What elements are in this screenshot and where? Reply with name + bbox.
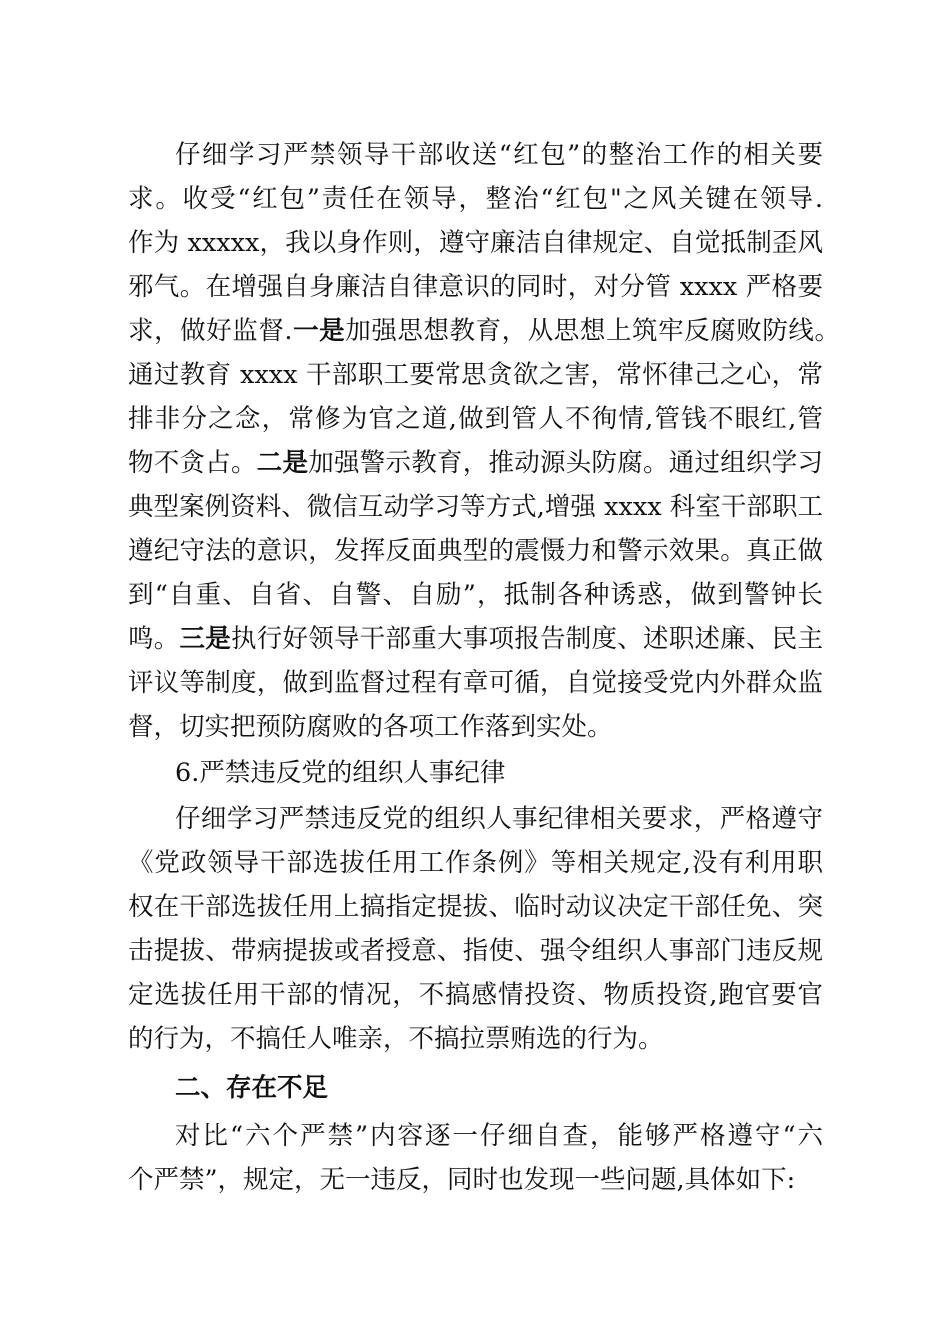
text-line: 定选拔任用干部的情况，不搞感情投资、物质投资,跑官要官	[128, 980, 823, 1010]
emphasis-third: 三是	[179, 624, 231, 654]
text-run: 求，做好监督.	[128, 316, 293, 346]
text-line: 的行为，不搞任人唯亲，不搞拉票贿选的行为。	[128, 1024, 664, 1054]
text-run: 加强警示教育，推动源头防腐。通过组织学习	[308, 448, 823, 478]
text-line: 求。收受“红包”责任在领导，整治“红包"之风关键在领导.	[128, 184, 823, 214]
section-heading-6: 6.严禁违反党的组织人事纪律	[175, 758, 506, 788]
text-line: 评议等制度，做到监督过程有章可循，自觉接受党内外群众监	[128, 668, 823, 698]
text-line	[128, 441, 823, 485]
section-heading-deficiencies: 二、存在不足	[175, 1073, 329, 1103]
text-run: 执行好领导干部重大事项报告制度、述职述廉、民主	[231, 624, 823, 654]
text-run: 加强思想教育，从思想上筑牢反腐败防线。	[345, 316, 840, 346]
text-run: 物不贪占。	[128, 448, 257, 478]
text-line: 遵纪守法的意识，发挥反面典型的震慑力和警示效果。真正做	[128, 536, 823, 566]
text-line: 仔细学习严禁违反党的组织人事纪律相关要求，严格遵守	[175, 804, 823, 834]
text-run: 鸣。	[128, 624, 180, 654]
emphasis-second: 二是	[256, 448, 309, 478]
text-line	[128, 309, 840, 353]
text-line: 击提拔、带病提拔或者授意、指使、强令组织人事部门违反规	[128, 936, 823, 966]
text-line: 通过教育 xxxx 干部职工要常思贪欲之害，常怀律己之心，常	[128, 360, 823, 390]
text-line: 典型案例资料、微信互动学习等方式,增强 xxxx 科室干部职工	[128, 492, 823, 522]
emphasis-first: 一是	[292, 316, 346, 346]
text-line: 仔细学习严禁领导干部收送“红包”的整治工作的相关要	[175, 140, 823, 170]
text-line: 督，切实把预防腐败的各项工作落到实处。	[128, 712, 613, 742]
text-line: 到“自重、自省、自警、自励”，抵制各种诱惑，做到警钟长	[128, 580, 823, 610]
text-line: 作为 xxxxx，我以身作则，遵守廉洁自律规定、自觉抵制歪风	[128, 228, 823, 258]
text-line: 权在干部选拔任用上搞指定提拔、临时动议决定干部任免、突	[128, 892, 823, 922]
text-line: 《党政领导干部选拔任用工作条例》等相关规定,没有利用职	[128, 848, 823, 878]
text-line: 个严禁”，规定，无一违反，同时也发现一些问题,具体如下:	[128, 1165, 796, 1195]
text-line: 对比“六个严禁”内容逐一仔细自查，能够严格遵守“六	[175, 1121, 823, 1151]
text-line: 排非分之念，常修为官之道,做到管人不徇情,管钱不眼红,管	[128, 404, 823, 434]
text-line	[128, 617, 823, 661]
text-line: 邪气。在增强自身廉洁自律意识的同时，对分管 xxxx 严格要	[128, 272, 823, 302]
